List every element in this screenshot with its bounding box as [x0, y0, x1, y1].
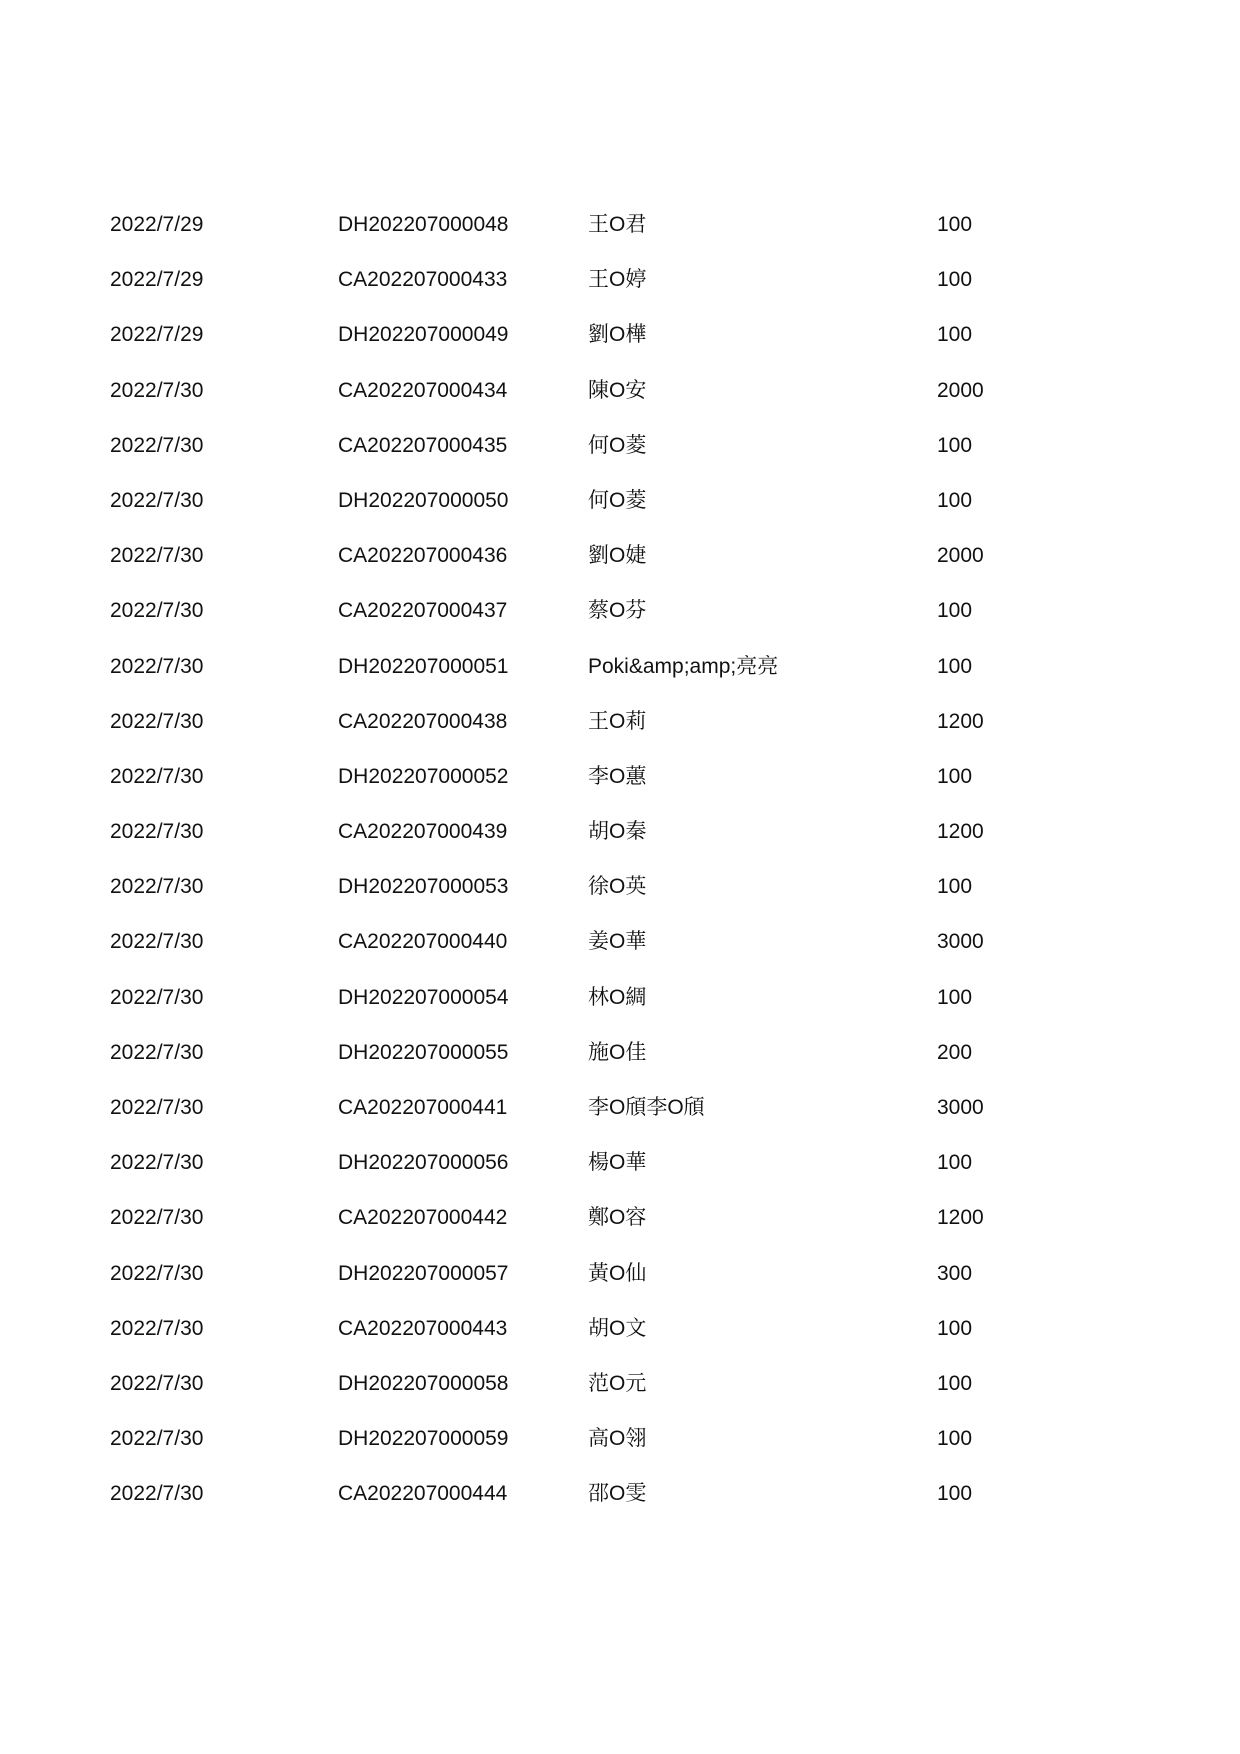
donor-name-cell: 劉O婕	[588, 544, 647, 568]
amount-cell: 100	[937, 1427, 973, 1451]
amount-cell: 300	[937, 1261, 973, 1285]
donor-name-cell: 陳O安	[588, 378, 647, 402]
table-row	[110, 707, 1110, 762]
receipt-id-cell: CA202207000436	[338, 544, 508, 568]
amount-cell: 1200	[937, 709, 984, 733]
donor-name-cell: 李O蕙	[588, 764, 647, 788]
receipt-id-cell: DH202207000057	[338, 1261, 509, 1285]
date-cell: 2022/7/30	[110, 378, 204, 402]
date-cell: 2022/7/29	[110, 213, 204, 236]
table-row	[110, 320, 1110, 375]
donor-name-cell: 王O君	[588, 213, 647, 236]
receipt-id-cell: DH202207000049	[338, 323, 509, 347]
date-cell: 2022/7/29	[110, 323, 204, 347]
amount-cell: 100	[937, 268, 973, 292]
receipt-id-cell: DH202207000055	[338, 1040, 509, 1064]
table-row	[110, 376, 1110, 431]
date-cell: 2022/7/30	[110, 544, 204, 568]
receipt-id-cell: CA202207000435	[338, 433, 508, 457]
receipt-id-cell: DH202207000048	[338, 213, 509, 236]
date-cell: 2022/7/30	[110, 930, 204, 954]
date-cell: 2022/7/30	[110, 1316, 204, 1340]
table-row	[110, 1203, 1110, 1258]
donor-name-cell: 王O莉	[588, 709, 647, 733]
table-row	[110, 1479, 1110, 1534]
date-cell: 2022/7/30	[110, 709, 204, 733]
receipt-id-cell: DH202207000050	[338, 488, 509, 512]
donor-name-cell: 胡O文	[588, 1316, 647, 1340]
amount-cell: 100	[937, 764, 973, 788]
date-cell: 2022/7/30	[110, 1096, 204, 1119]
donor-name-cell: 徐O英	[588, 875, 647, 899]
receipt-id-cell: CA202207000433	[338, 268, 508, 292]
amount-cell: 100	[937, 1371, 973, 1395]
date-cell: 2022/7/30	[110, 820, 204, 844]
amount-cell: 3000	[937, 1096, 984, 1119]
amount-cell: 100	[937, 985, 973, 1009]
donation-ledger	[110, 210, 1110, 1535]
donor-name-cell: 施O佳	[588, 1040, 647, 1064]
amount-cell: 1200	[937, 1206, 984, 1230]
receipt-id-cell: DH202207000051	[338, 654, 509, 678]
amount-cell: 2000	[937, 544, 984, 568]
date-cell: 2022/7/30	[110, 433, 204, 457]
table-row	[110, 265, 1110, 320]
amount-cell: 200	[937, 1040, 973, 1064]
receipt-id-cell: CA202207000443	[338, 1316, 508, 1340]
receipt-id-cell: CA202207000444	[338, 1482, 508, 1506]
table-row	[110, 1148, 1110, 1203]
table-row	[110, 927, 1110, 982]
amount-cell: 3000	[937, 930, 984, 954]
table-row	[110, 486, 1110, 541]
donor-name-cell: 楊O華	[588, 1151, 647, 1175]
receipt-id-cell: CA202207000438	[338, 709, 508, 733]
amount-cell: 100	[937, 599, 973, 623]
amount-cell: 100	[937, 488, 973, 512]
table-row	[110, 1314, 1110, 1369]
receipt-id-cell: DH202207000056	[338, 1151, 509, 1175]
table-row	[110, 210, 1110, 265]
donor-name-cell: Poki&amp;amp;亮亮	[588, 654, 779, 678]
date-cell: 2022/7/30	[110, 764, 204, 788]
amount-cell: 100	[937, 875, 973, 899]
amount-cell: 100	[937, 1151, 973, 1175]
date-cell: 2022/7/30	[110, 875, 204, 899]
table-row	[110, 596, 1110, 651]
table-row	[110, 1424, 1110, 1479]
donor-name-cell: 劉O樺	[588, 323, 647, 347]
table-row	[110, 652, 1110, 707]
amount-cell: 100	[937, 1482, 973, 1506]
date-cell: 2022/7/30	[110, 1206, 204, 1230]
table-row	[110, 1038, 1110, 1093]
donor-name-cell: 范O元	[588, 1371, 647, 1395]
date-cell: 2022/7/30	[110, 1261, 204, 1285]
amount-cell: 100	[937, 433, 973, 457]
donor-name-cell: 何O菱	[588, 488, 647, 512]
receipt-id-cell: DH202207000052	[338, 764, 509, 788]
receipt-id-cell: DH202207000053	[338, 875, 509, 899]
donor-name-cell: 何O菱	[588, 433, 647, 457]
date-cell: 2022/7/30	[110, 654, 204, 678]
amount-cell: 100	[937, 323, 973, 347]
receipt-id-cell: CA202207000440	[338, 930, 508, 954]
receipt-id-cell: CA202207000442	[338, 1206, 508, 1230]
date-cell: 2022/7/30	[110, 1371, 204, 1395]
donor-name-cell: 高O翎	[588, 1427, 647, 1451]
donor-name-cell: 胡O秦	[588, 820, 647, 844]
amount-cell: 100	[937, 654, 973, 678]
date-cell: 2022/7/30	[110, 1427, 204, 1451]
receipt-id-cell: CA202207000441	[338, 1096, 508, 1119]
table-row	[110, 817, 1110, 872]
receipt-id-cell: DH202207000054	[338, 985, 509, 1009]
donor-name-cell: 蔡O芬	[588, 599, 647, 623]
donor-name-cell: 姜O華	[588, 930, 647, 954]
table-row	[110, 541, 1110, 596]
receipt-id-cell: DH202207000059	[338, 1427, 509, 1451]
date-cell: 2022/7/30	[110, 599, 204, 623]
donor-name-cell: 黃O仙	[588, 1261, 647, 1285]
donor-name-cell: 邵O雯	[588, 1482, 647, 1506]
donor-name-cell: 林O綢	[588, 985, 647, 1009]
amount-cell: 2000	[937, 378, 984, 402]
donor-name-cell: 王O婷	[588, 268, 647, 292]
table-row	[110, 983, 1110, 1038]
table-row	[110, 1259, 1110, 1314]
date-cell: 2022/7/30	[110, 985, 204, 1009]
table-row	[110, 1093, 1110, 1148]
receipt-id-cell: CA202207000434	[338, 378, 508, 402]
amount-cell: 100	[937, 213, 973, 236]
receipt-id-cell: CA202207000439	[338, 820, 508, 844]
date-cell: 2022/7/30	[110, 1482, 204, 1506]
date-cell: 2022/7/30	[110, 1040, 204, 1064]
date-cell: 2022/7/30	[110, 488, 204, 512]
table-row	[110, 872, 1110, 927]
amount-cell: 100	[937, 1316, 973, 1340]
date-cell: 2022/7/29	[110, 268, 204, 292]
table-row	[110, 1369, 1110, 1424]
donor-name-cell: 鄭O容	[588, 1206, 647, 1230]
amount-cell: 1200	[937, 820, 984, 844]
table-row	[110, 431, 1110, 486]
date-cell: 2022/7/30	[110, 1151, 204, 1175]
receipt-id-cell: DH202207000058	[338, 1371, 509, 1395]
receipt-id-cell: CA202207000437	[338, 599, 508, 623]
donor-name-cell: 李O頎李O頎	[588, 1096, 705, 1119]
table-row	[110, 762, 1110, 817]
